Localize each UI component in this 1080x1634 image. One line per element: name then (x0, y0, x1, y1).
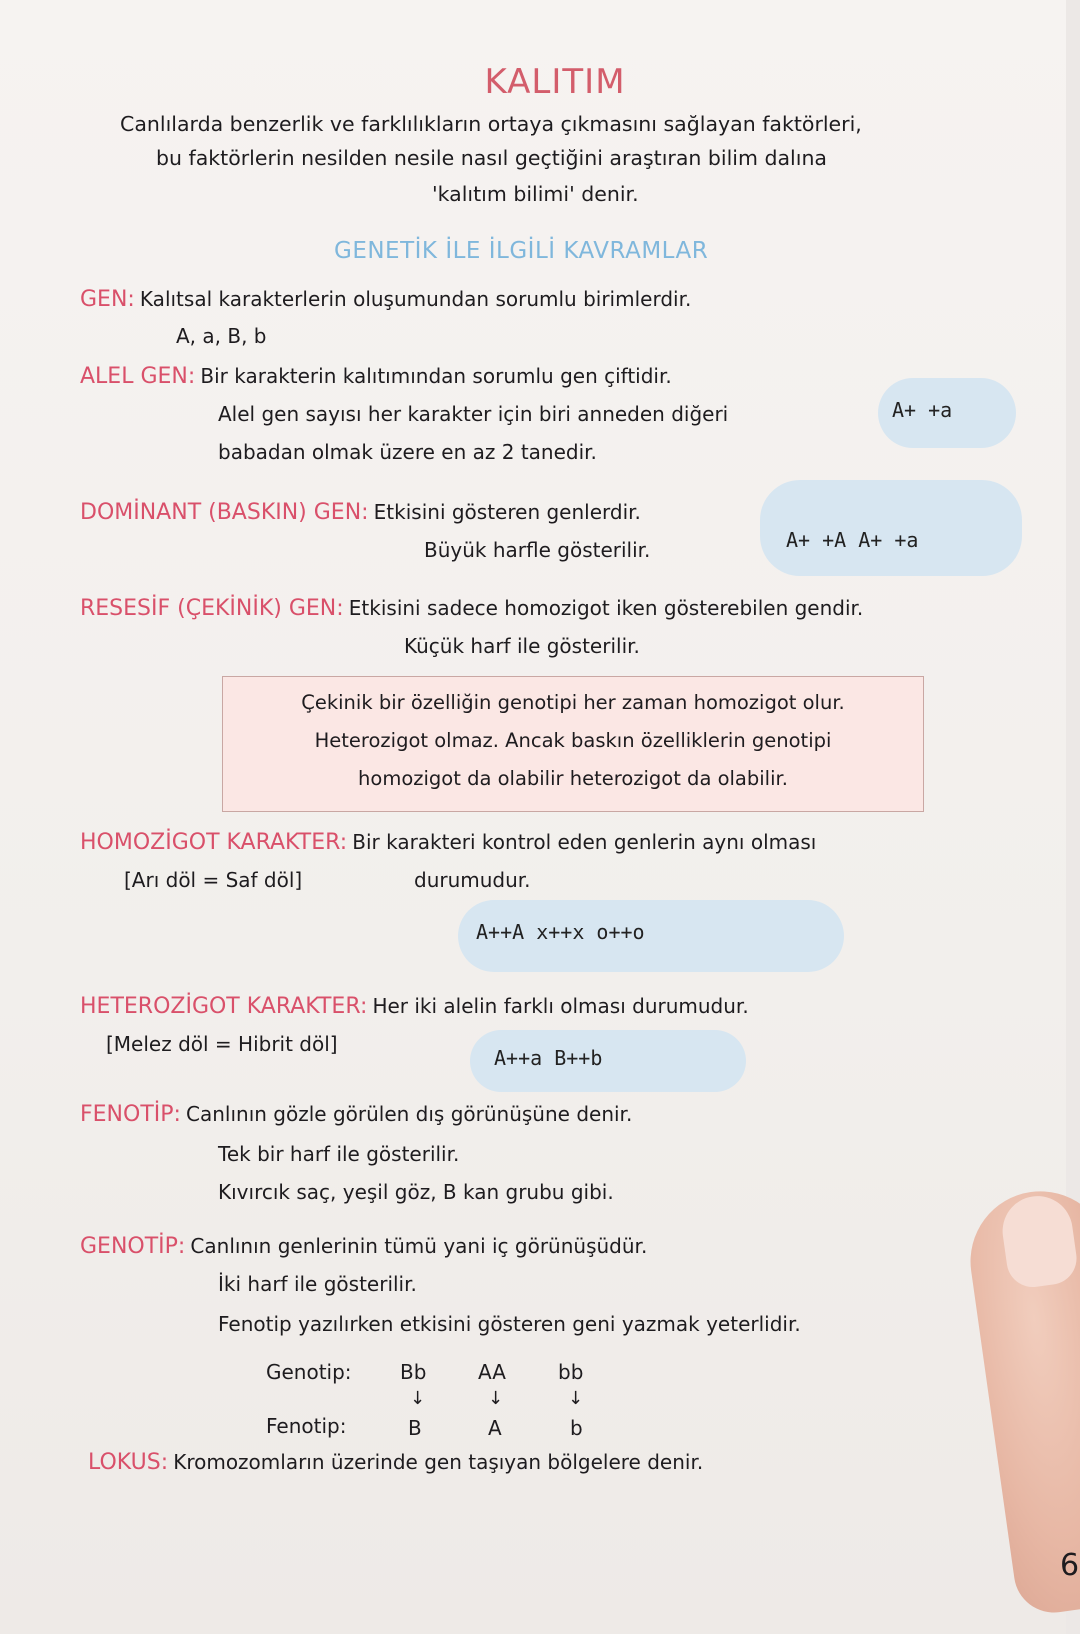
gen-definition: Kalıtsal karakterlerin oluşumundan sorumlu birimlerdir. (139, 287, 692, 311)
lokus-entry (88, 1450, 703, 1475)
fenotip-line-3: Kıvırcık saç, yeşil göz, B kan grubu gibi. (218, 1180, 614, 1204)
heterozigot-term: HETEROZİGOT KARAKTER: (80, 994, 368, 1019)
arrow-down-icon: ↓ (488, 1388, 504, 1409)
genotype-label: Genotip: (266, 1360, 352, 1384)
heterozigot-entry (80, 994, 749, 1019)
phenotype-1: B (408, 1416, 422, 1440)
note-line-2: Heterozigot olmaz. Ancak baskın özelliklerin genotipi (314, 729, 832, 752)
fenotip-line-2: Tek bir harf ile gösterilir. (218, 1142, 460, 1166)
gen-entry (80, 287, 691, 312)
arrow-down-icon: ↓ (568, 1388, 584, 1409)
intro-line-2: bu faktörlerin nesilden nesile nasıl geçtiğini araştıran bilim dalına (156, 146, 827, 170)
genotype-3: bb (558, 1360, 584, 1384)
homozigot-aside: [Arı döl = Saf döl] (124, 868, 303, 892)
homozigot-entry (80, 830, 816, 855)
section-subtitle: GENETİK İLE İLGİLİ KAVRAMLAR (334, 238, 709, 264)
alel-diagram: A+ +a (892, 398, 953, 422)
gen-term: GEN: (80, 287, 135, 312)
note-line-3: homozigot da olabilir heterozigot da olabilir. (358, 767, 788, 790)
dominant-term: DOMİNANT (BASKIN) GEN: (80, 500, 369, 525)
fenotip-entry (80, 1102, 632, 1127)
phenotype-label: Fenotip: (266, 1414, 347, 1438)
fenotip-term: FENOTİP: (80, 1102, 181, 1127)
phenotype-3: b (570, 1416, 583, 1440)
heterozigot-diagram: A++a B++b (494, 1046, 603, 1070)
alel-entry (80, 364, 672, 389)
note-line-1: Çekinik bir özelliğin genotipi her zaman homozigot olur. (301, 691, 845, 714)
homozigot-diagram: A++A x++x o++o (476, 920, 645, 944)
alel-line-3: babadan olmak üzere en az 2 tanedir. (218, 440, 597, 464)
resesif-entry (80, 596, 863, 621)
genotip-line-2: İki harf ile gösterilir. (218, 1272, 417, 1296)
resesif-line-2: Küçük harf ile gösterilir. (404, 634, 640, 658)
genotip-entry (80, 1234, 647, 1259)
intro-line-1: Canlılarda benzerlik ve farklılıkların ortaya çıkmasını sağlayan faktörleri, (120, 112, 862, 136)
genotip-term: GENOTİP: (80, 1234, 186, 1259)
dominant-line-1: Etkisini gösteren genlerdir. (373, 500, 641, 524)
alel-term: ALEL GEN: (80, 364, 196, 389)
page-number: 6 (1060, 1548, 1080, 1583)
genotype-1: Bb (400, 1360, 427, 1384)
resesif-line-1: Etkisini sadece homozigot iken gösterebilen gendir. (348, 596, 864, 620)
gen-examples: A, a, B, b (176, 324, 267, 348)
homozigot-line-2: durumudur. (414, 868, 531, 892)
resesif-term: RESESİF (ÇEKİNİK) GEN: (80, 596, 344, 621)
dominant-diagram: A+ +A A+ +a (786, 528, 919, 552)
genotip-line-3: Fenotip yazılırken etkisini gösteren geni yazmak yeterlidir. (218, 1312, 801, 1336)
page-title: KALITIM (484, 62, 626, 102)
alel-line-2: Alel gen sayısı her karakter için biri anneden diğeri (218, 402, 729, 426)
arrow-down-icon: ↓ (410, 1388, 426, 1409)
lokus-term: LOKUS: (88, 1450, 169, 1475)
homozigot-term: HOMOZİGOT KARAKTER: (80, 830, 348, 855)
heterozigot-aside: [Melez döl = Hibrit döl] (106, 1032, 338, 1056)
intro-line-3: 'kalıtım bilimi' denir. (432, 182, 639, 206)
genotype-2: AA (478, 1360, 506, 1384)
genotip-line-1: Canlının genlerinin tümü yani iç görünüşüdür. (190, 1234, 648, 1258)
lokus-definition: Kromozomların üzerinde gen taşıyan bölgelere denir. (173, 1450, 704, 1474)
heterozigot-line: Her iki alelin farklı olması durumudur. (372, 994, 749, 1018)
alel-line-1: Bir karakterin kalıtımından sorumlu gen çiftidir. (200, 364, 672, 388)
homozigot-line-1: Bir karakteri kontrol eden genlerin aynı olması (352, 830, 817, 854)
dominant-line-2: Büyük harfle gösterilir. (424, 538, 651, 562)
dominant-entry (80, 500, 641, 525)
fenotip-line-1: Canlının gözle görülen dış görünüşüne denir. (186, 1102, 633, 1126)
note-box (222, 676, 924, 812)
phenotype-2: A (488, 1416, 502, 1440)
